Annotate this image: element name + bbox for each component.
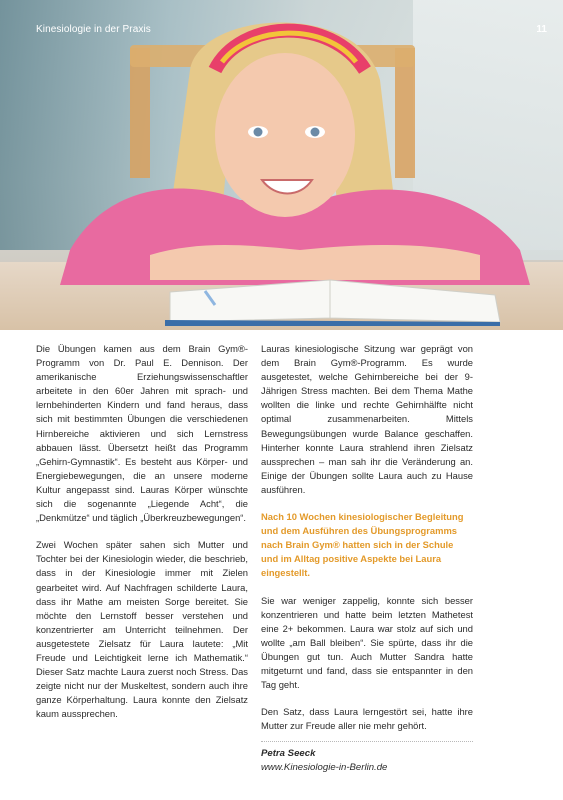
header-photo bbox=[0, 0, 563, 330]
right-column bbox=[261, 342, 473, 746]
section-title: Kinesiologie in der Praxis bbox=[36, 24, 151, 35]
highlight-quote: Nach 10 Wochen kinesiologischer Begleitung und dem Ausführen des Übungsprogramms nach Brain Gym® hatten sich in der Schule und im Alltag positive Aspekte bei Laura eingestellt. bbox=[261, 511, 464, 579]
page-number: 11 bbox=[536, 24, 547, 35]
book-left-page bbox=[170, 280, 330, 322]
chair-post-left bbox=[130, 48, 150, 178]
paragraph: Die Übungen kamen aus dem Brain Gym®-Programm von Dr. Paul E. Dennison. Der amerikanische Erziehungswissenschaftler arbeitete in den 60er Jahren mit sprach- und lernbehinderten Kindern und fand heraus, dass sich mit bestimmten Übungen die verschiedenen Hirnbereiche aktivieren und sich Lernstress abbauen lässt. Übersetzt heißt das Programm „Gehirn-Gymnastik“. Es besteht aus Körper- und Energiebewegungen, die an unsere moderne Kultur angepasst sind. Lauras Körper wünschte sich die sogenannte „Liegende Acht“, die „Denkmütze“ und täglich „Überkreuzbewegungen“. bbox=[36, 343, 248, 524]
author-name: Petra Seeck bbox=[261, 748, 316, 759]
author-website: www.Kinesiologie-in-Berlin.de bbox=[261, 762, 388, 773]
left-column bbox=[36, 342, 248, 734]
paragraph: Zwei Wochen später sahen sich Mutter und Tochter bei der Kinesiologin wieder, die beschrieb, dass in der Kinesiologie immer mit Zielen gearbeitet wird. Auf Nachfragen schilderte Laura, dass ihr Mathe am meisten Sorge bereitet. Sie möchte den Lernstoff besser verstehen und konzentrierter am Unterricht teilnehmen. Der ausgetestete Zielsatz für Laura lautete: „Mit Freude und Leichtigkeit lerne ich Mathematik.“ Dieser Satz machte Laura zuerst noch Stress. Das zeigte nicht nur der Muskeltest, sondern auch ihre ganze Körperhaltung. Laura konnte den Zielsatz kaum aussprechen. bbox=[36, 539, 248, 720]
book-right-page bbox=[330, 280, 500, 322]
iris-right bbox=[311, 128, 320, 137]
signature-divider bbox=[261, 741, 473, 742]
arms bbox=[150, 245, 480, 280]
girl-illustration bbox=[0, 0, 563, 330]
iris-left bbox=[254, 128, 263, 137]
paragraph: Sie war weniger zappelig, konnte sich besser konzentrieren und hatte beim letzten Mathetest eine 2+ bekommen. Laura war stolz auf sich und wollte „am Ball bleiben“. Sie spürte, dass ihr die Übungen gut tun. Auch Mutter Sandra hatte mitgeturnt und fand, dass sie entspannter in den Tag geht. bbox=[261, 594, 473, 691]
paragraph: Den Satz, dass Laura lerngestört sei, hatte ihre Mutter zur Freude aller nie mehr gehört. bbox=[261, 706, 473, 732]
chair-post-right bbox=[395, 48, 415, 178]
paragraph: Lauras kinesiologische Sitzung war geprägt von dem Brain Gym®-Programm. Es wurde ausgetestet, welche Gehirnbereiche bei der 9-Jährigen Stress machten. Bei dem Thema Mathe wollten die linke und rechte Gehirnhälfte nicht optimal zusammenarbeiten. Mittels Bewegungsübungen wurde Balance geschaffen. Hinterher konnte Laura strahlend ihren Zielsatz aussprechen – man sah ihr die Veränderung an. Einige der Übungen sollte Laura auch zu Hause ausführen. bbox=[261, 343, 473, 495]
